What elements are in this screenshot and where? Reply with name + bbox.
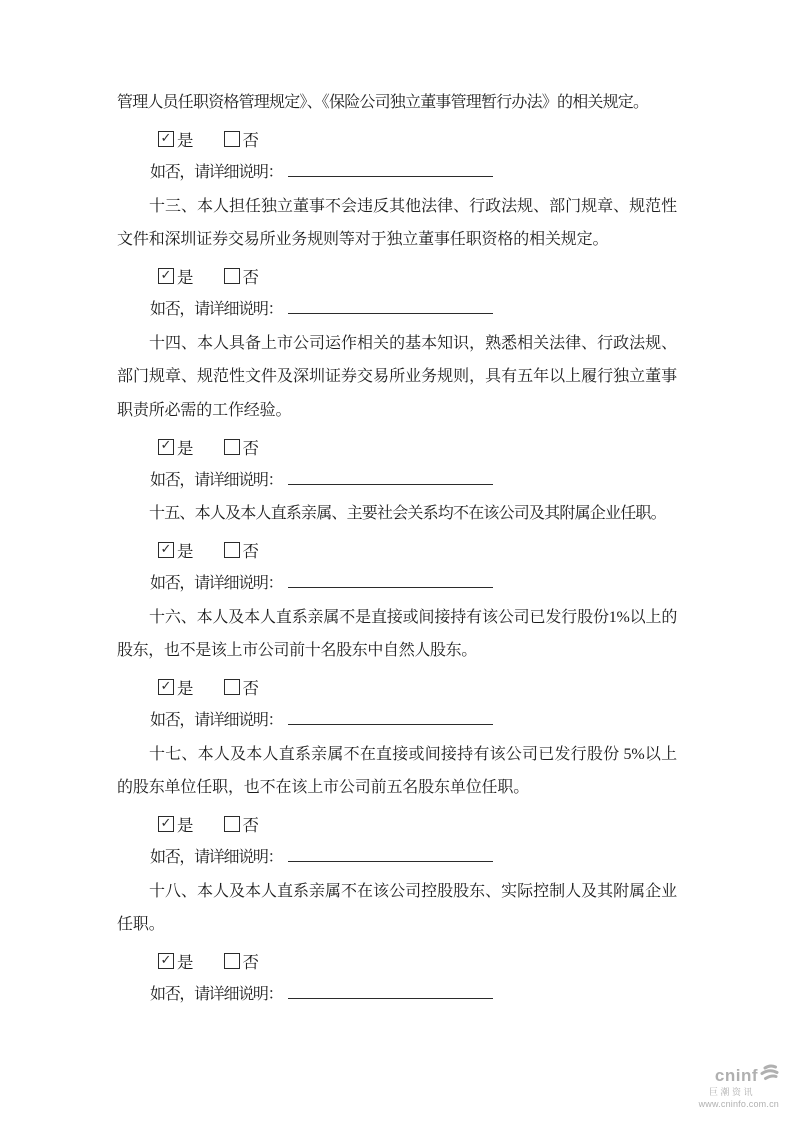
no-checkbox[interactable] — [224, 953, 240, 969]
qa-block-18 — [117, 945, 677, 1012]
no-label: 否 — [242, 953, 259, 973]
statement-14: 十四、本人具备上市公司运作相关的基本知识，熟悉相关法律、行政法规、部门规章、规范性文件及深圳证券交易所业务规则，具有五年以上履行独立董事职责所必需的工作经验。 — [117, 334, 677, 419]
qa-block-13 — [117, 260, 677, 327]
no-label: 否 — [242, 542, 259, 562]
check-mark-icon: ✓ — [160, 952, 172, 968]
no-label: 否 — [242, 131, 259, 151]
cninfo-url: www.cninfo.com.cn — [698, 1099, 779, 1109]
yes-checkbox[interactable] — [158, 953, 174, 969]
check-mark-icon: ✓ — [160, 438, 172, 454]
detail-prompt: 如否，请详细说明： — [150, 849, 283, 866]
no-checkbox[interactable] — [224, 268, 240, 284]
check-mark-icon: ✓ — [160, 541, 172, 557]
detail-row — [117, 704, 677, 738]
no-checkbox[interactable] — [224, 542, 240, 558]
qa-block-17 — [117, 808, 677, 875]
no-checkbox[interactable] — [224, 816, 240, 832]
no-label: 否 — [242, 438, 259, 458]
detail-prompt: 如否，请详细说明： — [150, 712, 283, 729]
detail-row — [117, 841, 677, 875]
yes-no-row — [117, 123, 677, 157]
detail-prompt: 如否，请详细说明： — [150, 471, 283, 489]
qa-block-16 — [117, 671, 677, 738]
yes-no-row — [117, 671, 677, 705]
detail-prompt: 如否，请详细说明： — [150, 301, 283, 318]
check-mark-icon: ✓ — [160, 130, 172, 146]
yes-checkbox[interactable] — [158, 131, 174, 147]
qa-block-12 — [117, 123, 677, 190]
no-checkbox[interactable] — [224, 679, 240, 695]
yes-label: 是 — [177, 268, 194, 288]
no-checkbox[interactable] — [224, 439, 240, 455]
cninfo-brand-text: cninf — [714, 1066, 758, 1085]
no-label: 否 — [242, 679, 259, 699]
yes-label: 是 — [177, 816, 194, 836]
detail-row — [117, 567, 677, 601]
detail-row — [117, 156, 677, 190]
yes-label: 是 — [177, 679, 194, 699]
yes-checkbox[interactable] — [158, 816, 174, 832]
yes-label: 是 — [177, 131, 194, 151]
check-mark-icon: ✓ — [160, 815, 172, 831]
yes-checkbox[interactable] — [158, 679, 174, 695]
statement-15: 十五、本人及本人直系亲属、主要社会关系均不在该公司及其附属企业任职。 — [149, 505, 666, 522]
statement-18: 十八、本人及本人直系亲属不在该公司控股股东、实际控制人及其附属企业任职。 — [117, 882, 677, 933]
yes-checkbox[interactable] — [158, 268, 174, 284]
no-label: 否 — [242, 268, 259, 288]
paragraph-continuation: 管理人员任职资格管理规定》、《保险公司独立董事管理暂行办法》的相关规定。 — [117, 94, 649, 111]
yes-checkbox[interactable] — [158, 542, 174, 558]
check-mark-icon: ✓ — [160, 267, 172, 283]
yes-checkbox[interactable] — [158, 439, 174, 455]
yes-no-row — [117, 260, 677, 294]
detail-row — [117, 464, 677, 498]
detail-blank-line[interactable] — [288, 465, 493, 485]
detail-row — [117, 978, 677, 1012]
cninfo-chinese-name: 巨潮资讯 — [708, 1087, 755, 1097]
statement-17: 十七、本人及本人直系亲属不在直接或间接持有该公司已发行股份 5%以上的股东单位任职，也不在该上市公司前五名股东单位任职。 — [117, 745, 677, 796]
detail-blank-line[interactable] — [288, 568, 493, 588]
yes-no-row — [117, 945, 677, 979]
detail-prompt: 如否，请详细说明： — [150, 164, 283, 181]
yes-no-row — [117, 430, 677, 464]
detail-blank-line[interactable] — [288, 705, 493, 725]
detail-blank-line[interactable] — [288, 979, 493, 999]
detail-prompt: 如否，请详细说明： — [150, 986, 283, 1003]
qa-block-15 — [117, 534, 677, 601]
no-checkbox[interactable] — [224, 131, 240, 147]
detail-blank-line[interactable] — [288, 842, 493, 862]
no-label: 否 — [242, 816, 259, 836]
detail-blank-line[interactable] — [288, 294, 493, 314]
yes-no-row — [117, 808, 677, 842]
statement-13: 十三、本人担任独立董事不会违反其他法律、行政法规、部门规章、规范性文件和深圳证券交易所业务规则等对于独立董事任职资格的相关规定。 — [117, 197, 677, 248]
detail-blank-line[interactable] — [288, 157, 493, 177]
qa-block-14 — [117, 430, 677, 497]
detail-row — [117, 293, 677, 327]
cninfo-logo — [699, 1065, 779, 1109]
cninfo-swirl-icon — [760, 1064, 779, 1085]
detail-prompt: 如否，请详细说明： — [150, 575, 283, 592]
yes-no-row — [117, 534, 677, 568]
yes-label: 是 — [177, 953, 194, 973]
statement-16: 十六、本人及本人直系亲属不是直接或间接持有该公司已发行股份1%以上的股东，也不是该上市公司前十名股东中自然人股东。 — [117, 608, 677, 659]
check-mark-icon: ✓ — [160, 678, 172, 694]
yes-label: 是 — [177, 542, 194, 562]
yes-label: 是 — [177, 438, 194, 458]
